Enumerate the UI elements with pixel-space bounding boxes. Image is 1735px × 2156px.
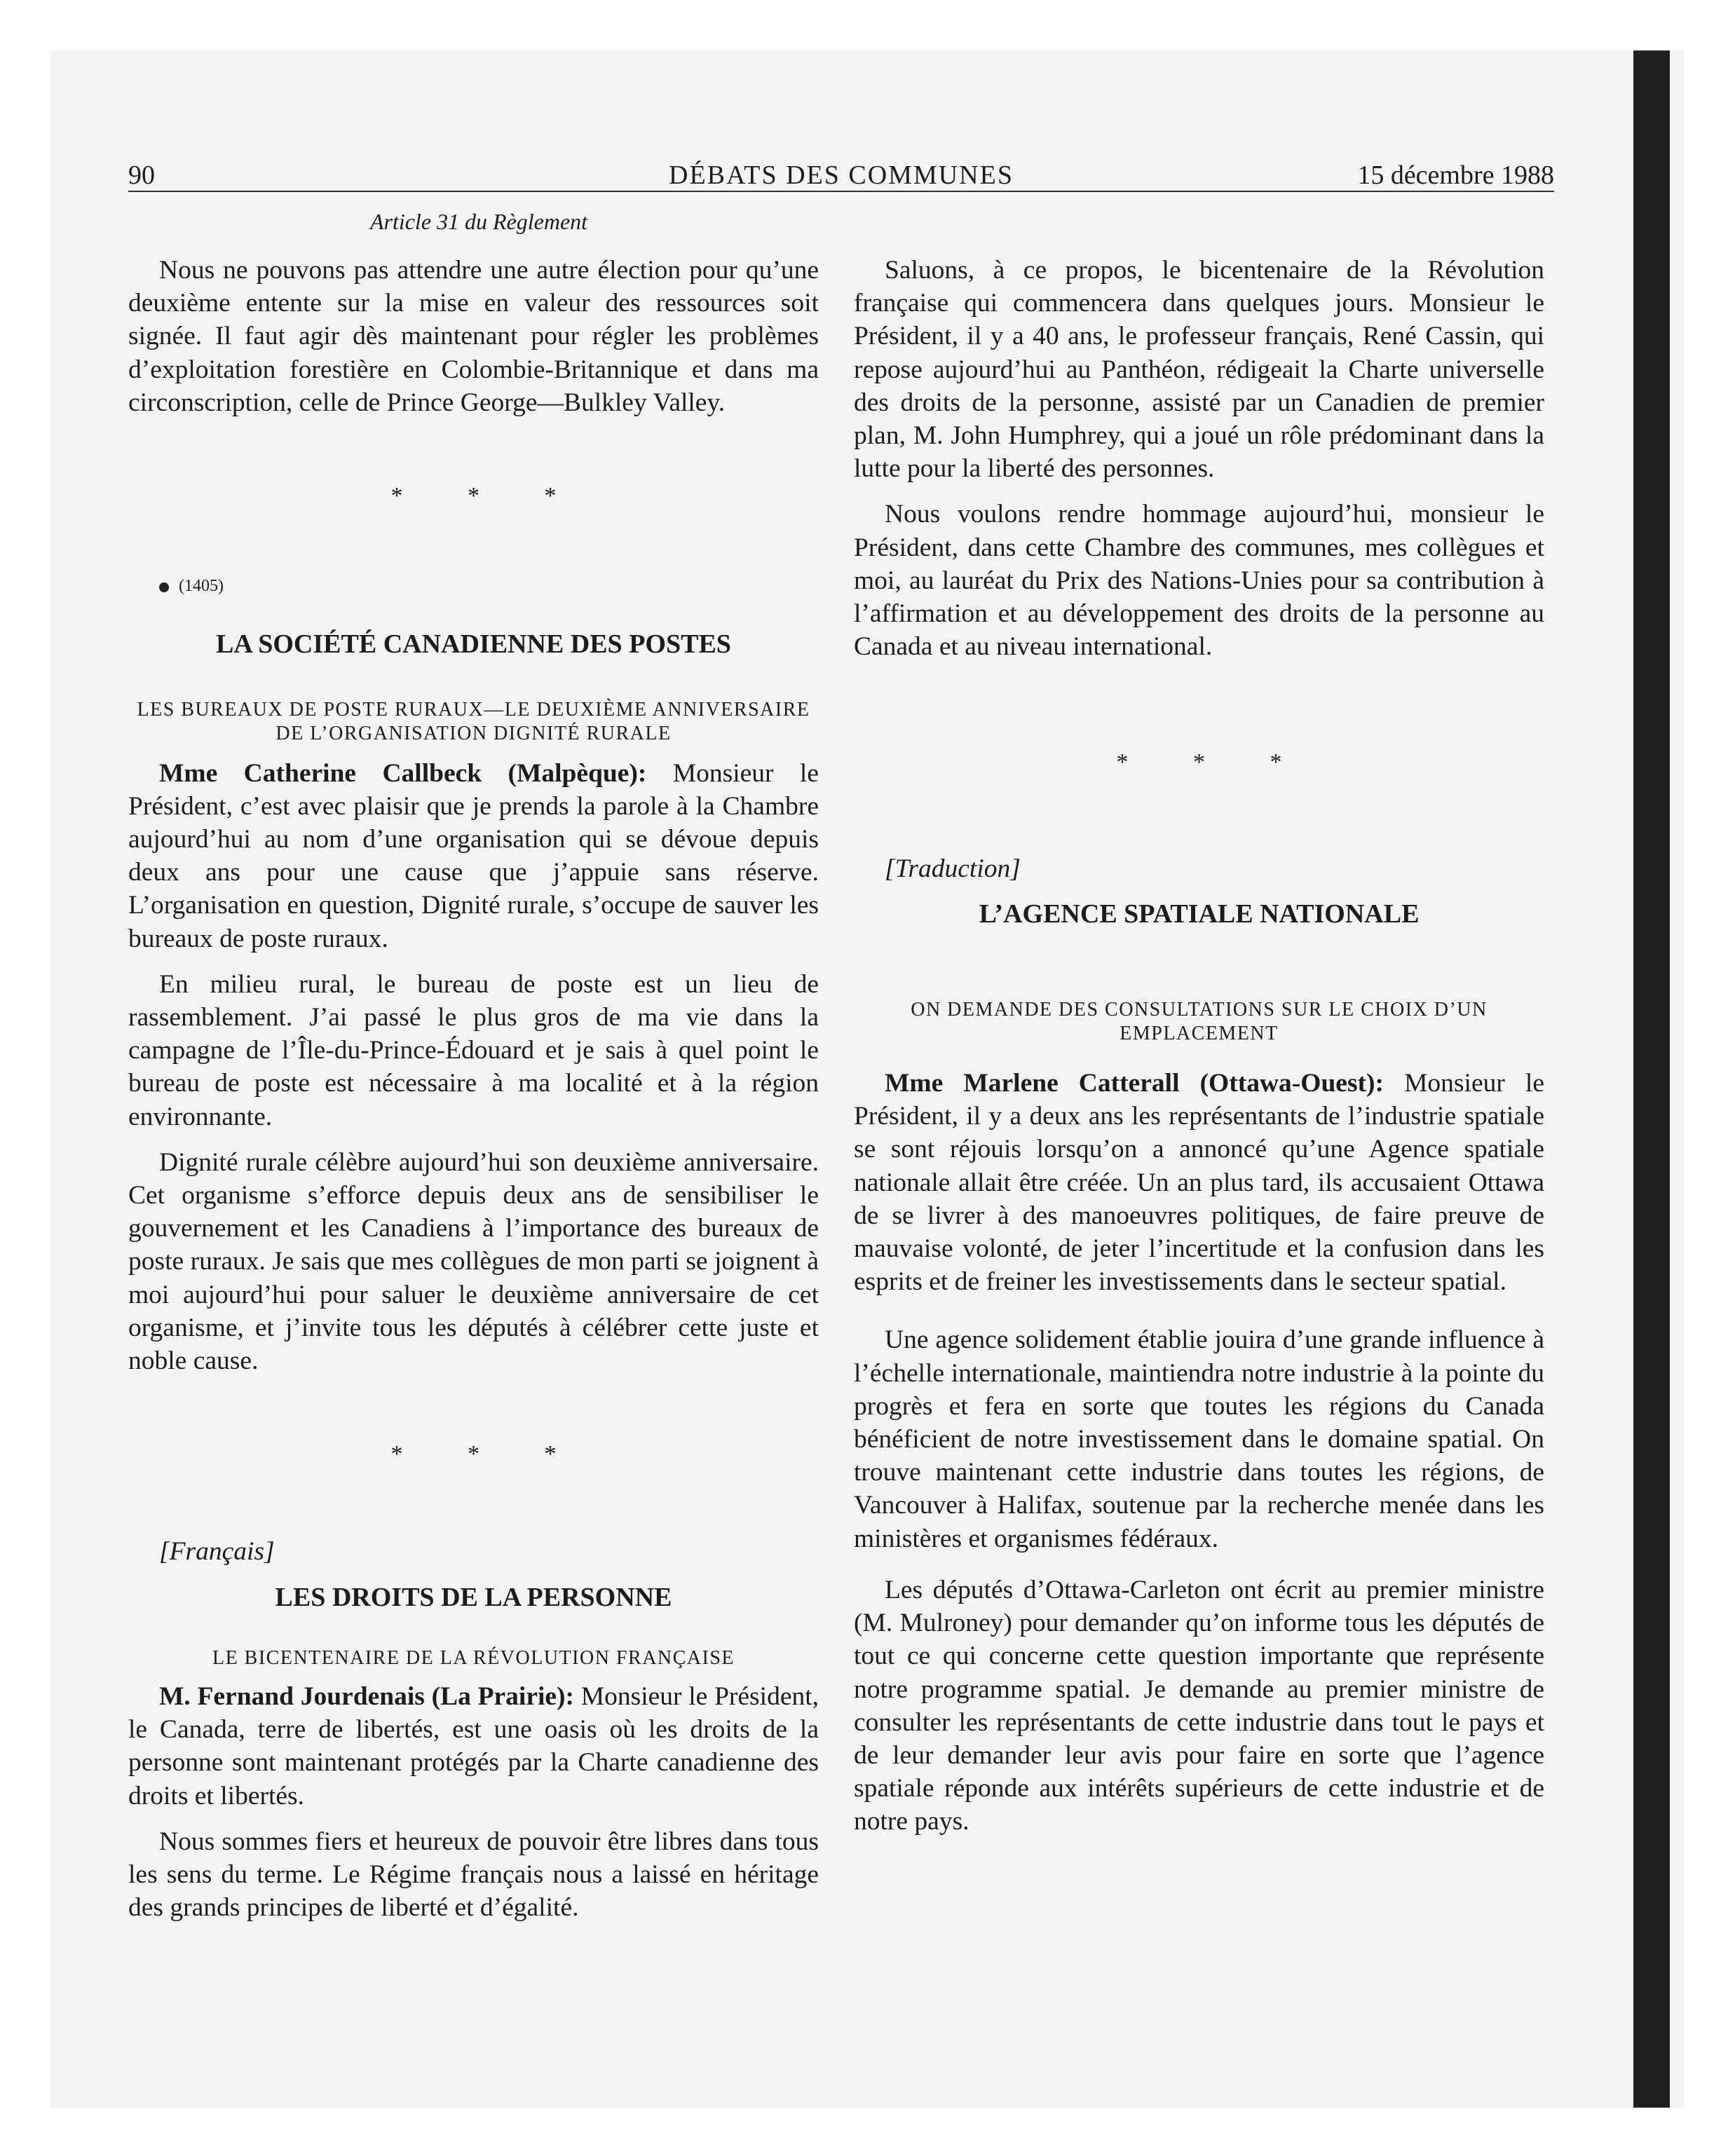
paragraph: Nous ne pouvons pas attendre une autre élection pour qu’une deuxième entente sur la mise en valeur des ressources soit signée. Il faut agir dès maintenant pour régler les problèmes d’exploitation forestière en Colombie-Britannique et dans ma circonscription, celle de Prince George—Bulkley Valley. bbox=[128, 256, 819, 417]
section-separator: * * * bbox=[390, 483, 586, 510]
speech-text: Monsieur le Président, c’est avec plaisir que je prends la parole à la Chambre aujourd’hui au nom d’une organisation qui se dévoue depuis deux ans pour une cause que j’appuie sans réserve. L’organisation en question, Dignité rurale, s’occupe de sauver les bureaux de poste ruraux. bbox=[128, 758, 819, 953]
paragraph bbox=[128, 1680, 819, 1813]
section-heading: L’AGENCE SPATIALE NATIONALE bbox=[979, 899, 1420, 929]
speech-text: Monsieur le Président, le Canada, terre de libertés, est une oasis où les droits de la personne sont maintenant protégés par la Charte canadienne des droits et libertés. bbox=[128, 1681, 819, 1810]
language-tag: [Traduction] bbox=[885, 854, 1021, 883]
speaker-name: Mme Marlene Catterall (Ottawa-Ouest): bbox=[885, 1069, 1384, 1098]
section-subheading: ON DEMANDE DES CONSULTATIONS SUR LE CHOIX D’UN EMPLACEMENT bbox=[911, 999, 1488, 1045]
section-separator: * * * bbox=[1116, 749, 1312, 776]
rule-note: Article 31 du Règlement bbox=[369, 209, 588, 234]
time-marker bbox=[128, 570, 819, 603]
time-marker-label: (1405) bbox=[179, 577, 224, 596]
paragraph bbox=[854, 1067, 1544, 1298]
section-subheading: LES BUREAUX DE POSTE RURAUX—LE DEUXIÈME ANNIVERSAIRE DE L’ORGANISATION DIGNITÉ RURALE bbox=[137, 698, 810, 744]
publication-title: DÉBATS DES COMMUNES bbox=[669, 161, 1014, 190]
language-tag: [Français] bbox=[159, 1537, 275, 1567]
publication-date: 15 décembre 1988 bbox=[1357, 161, 1554, 190]
page-header bbox=[128, 160, 1554, 192]
paragraph: Les députés d’Ottawa-Carleton ont écrit au premier ministre (M. Mulroney) pour demander qu’on informe tous les députés de tout ce qui concerne cette question importante que représente notre programme spatial. Je demande au premier ministre de consulter les représentants de cette industrie dans tout le pays et de leur demander leur avis pour faire en sorte que l’agence spatiale réponde aux intérêts supérieurs de cette industrie et de notre pays. bbox=[854, 1575, 1544, 1836]
paragraph: Une agence solidement établie jouira d’une grande influence à l’échelle internationale, maintiendra notre industrie à la pointe du progrès et fera en sorte que toutes les régions du Canada bénéficient de notre investissement dans le domaine spatial. On trouve maintenant cette industrie dans toutes les régions, de Vancouver à Halifax, soutenue par la recherche menée dans les ministères et organismes fédéraux. bbox=[854, 1325, 1544, 1553]
page-number: 90 bbox=[128, 161, 155, 190]
binding-edge bbox=[1633, 50, 1670, 2108]
paragraph: En milieu rural, le bureau de poste est un lieu de rassemblement. J’ai passé le plus gros de ma vie dans la campagne de l’Île-du-Prince-Édouard et je sais à quel point le bureau de poste est nécessaire à ma localité et à la région environnante. bbox=[128, 969, 819, 1131]
left-column bbox=[128, 254, 819, 1937]
paragraph: Nous sommes fiers et heureux de pouvoir être libres dans tous les sens du terme. Le Régime français nous a laissé en héritage des grands principes de liberté et d’égalité. bbox=[128, 1827, 819, 1923]
section-subheading: LE BICENTENAIRE DE LA RÉVOLUTION FRANÇAISE bbox=[212, 1646, 735, 1669]
paragraph: Nous voulons rendre hommage aujourd’hui, monsieur le Président, dans cette Chambre des communes, mes collègues et moi, au lauréat du Prix des Nations-Unies pour sa contribution à l’affirmation et au développement des droits de la personne au Canada et au niveau international. bbox=[854, 500, 1544, 662]
paragraph: Dignité rurale célèbre aujourd’hui son deuxième anniversaire. Cet organisme s’efforce depuis deux ans de sensibiliser le gouvernement et les Canadiens à l’importance des bureaux de poste ruraux. Je sais que mes collègues de mon parti se joignent à moi aujourd’hui pour saluer le deuxième anniversaire de cet organisme, et j’invite tous les députés à célébrer cette juste et noble cause. bbox=[128, 1147, 819, 1376]
paragraph bbox=[128, 757, 819, 955]
speech-text: Monsieur le Président, il y a deux ans les représentants de l’industrie spatiale se sont réjouis lorsqu’on a annoncé qu’une Agence spatiale nationale allait être créée. Un an plus tard, ils accusaient Ottawa de se livrer à des manoeuvres politiques, de faire preuve de mauvaise volonté, de jeter l’incertitude et la confusion dans les esprits et de freiner les investissements dans le secteur spatial. bbox=[854, 1069, 1544, 1297]
speaker-name: M. Fernand Jourdenais (La Prairie): bbox=[159, 1681, 575, 1711]
speaker-name: Mme Catherine Callbeck (Malpèque): bbox=[159, 758, 647, 788]
right-column bbox=[854, 254, 1544, 1851]
bullet-icon bbox=[159, 582, 169, 592]
section-separator: * * * bbox=[390, 1441, 586, 1468]
paragraph: Saluons, à ce propos, le bicentenaire de la Révolution française qui commencera dans quelques jours. Monsieur le Président, il y a 40 ans, le professeur français, René Cassin, qui repose aujourd’hui au Panthéon, rédigeait la Charte universelle des droits de la personne, assisté par un Canadien de premier plan, M. John Humphrey, qui a joué un rôle prédominant dans la lutte pour la liberté des personnes. bbox=[854, 256, 1544, 484]
section-heading: LA SOCIÉTÉ CANADIENNE DES POSTES bbox=[216, 629, 731, 660]
section-heading: LES DROITS DE LA PERSONNE bbox=[275, 1582, 672, 1612]
